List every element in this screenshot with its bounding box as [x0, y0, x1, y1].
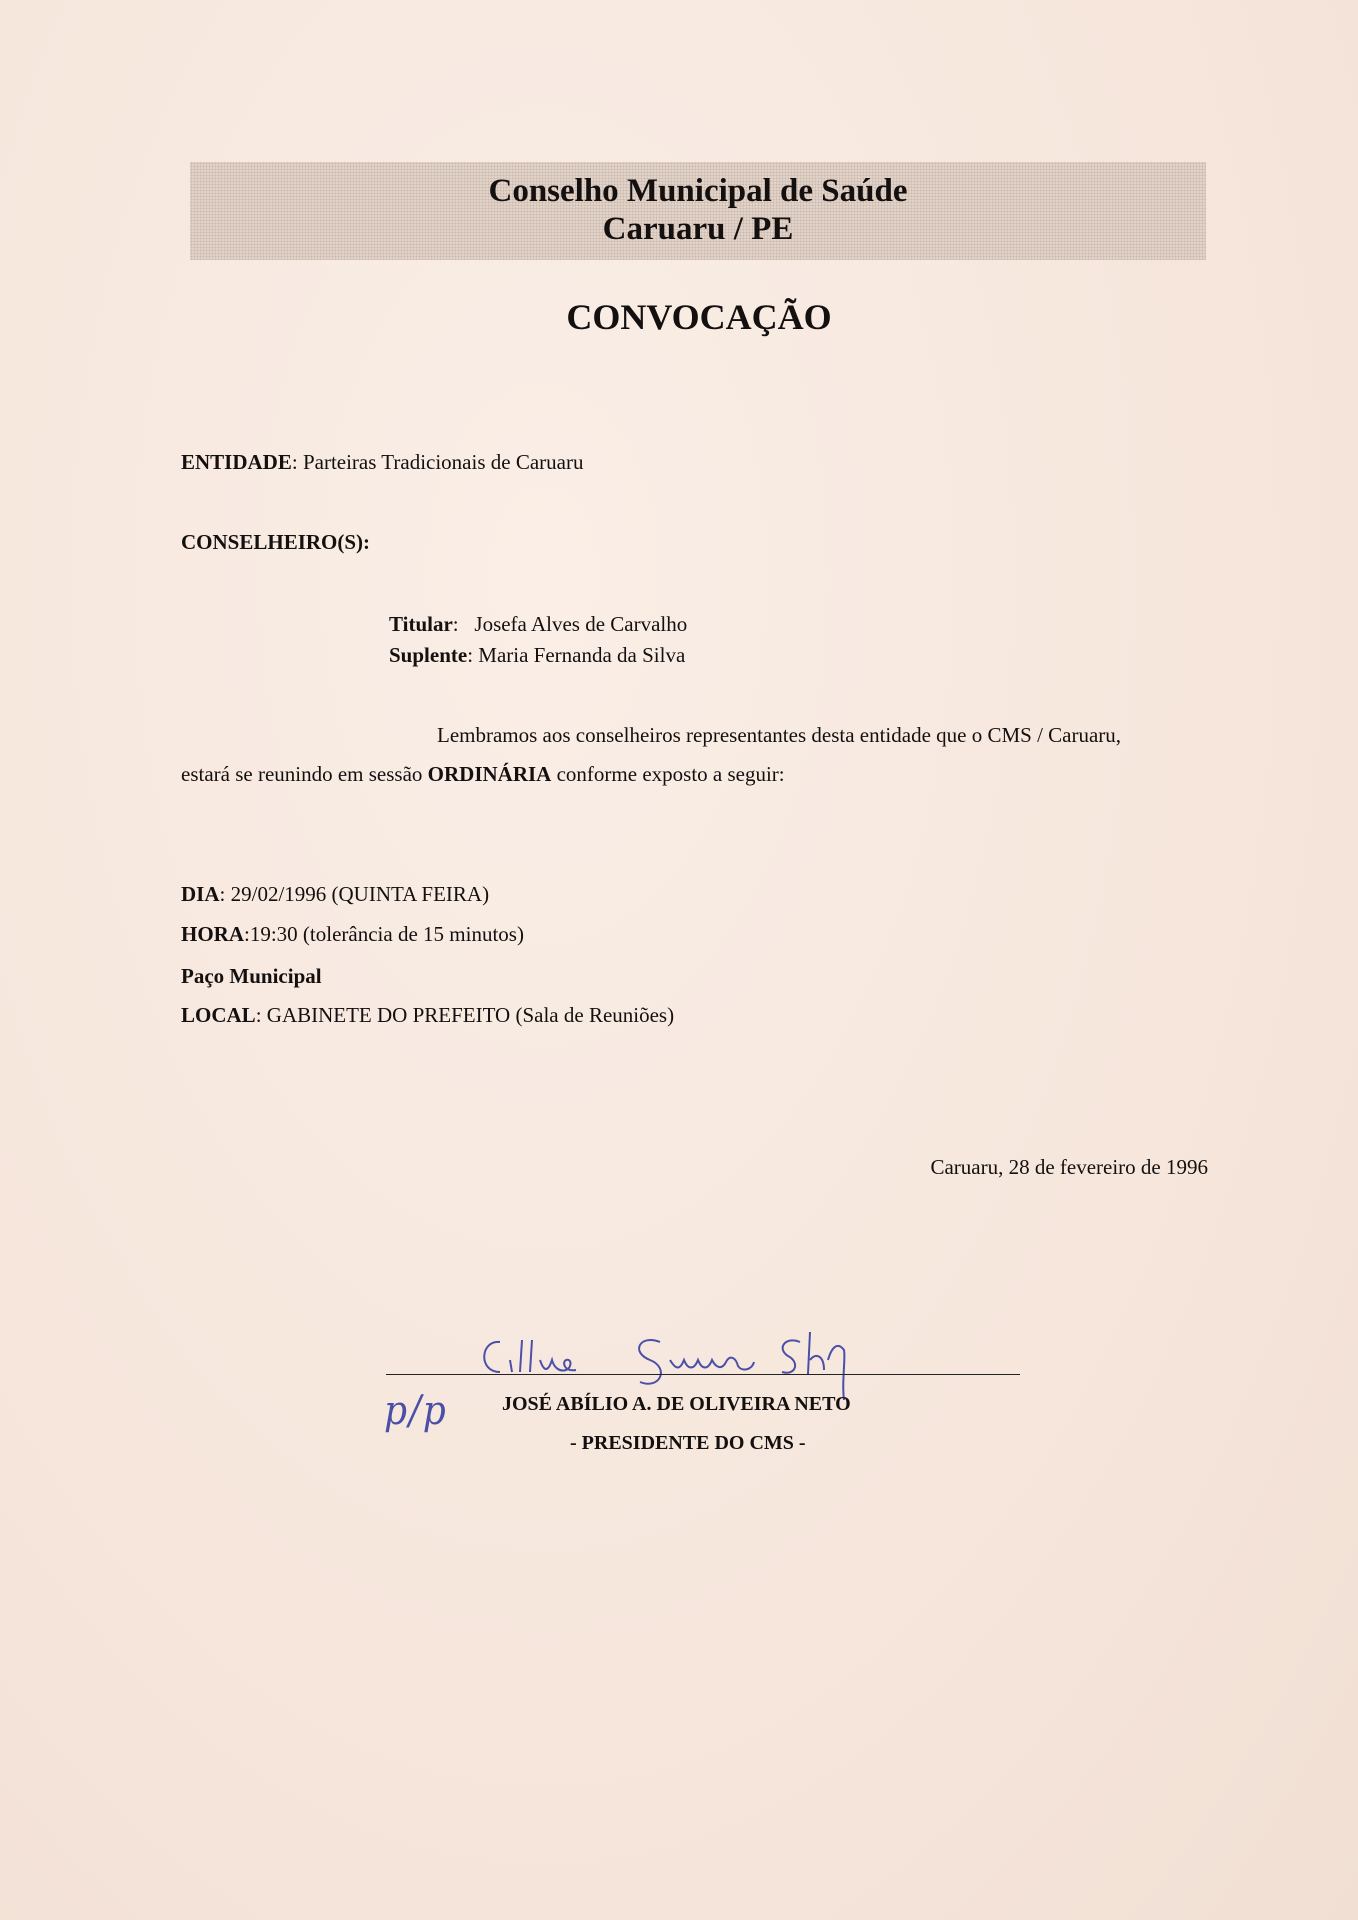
suplente-label: Suplente [389, 643, 468, 667]
body-line-1: Lembramos aos conselheiros representantes desta entidade que o CMS / Caruaru, [437, 723, 1122, 747]
handwritten-signature [470, 1320, 1030, 1400]
local-label: LOCAL [181, 1003, 256, 1027]
entity-value: Parteiras Tradicionais de Caruaru [302, 450, 584, 474]
entity-line: ENTIDADE: Parteiras Tradicionais de Caruaru [181, 450, 584, 474]
body-line-2 [181, 761, 785, 787]
document-title: CONVOCAÇÃO [566, 297, 832, 337]
hour-label: HORA [181, 922, 244, 946]
date-line: Caruaru, 28 de fevereiro de 1996 [930, 1155, 1208, 1179]
signature-line [386, 1374, 1020, 1375]
titular-label: Titular [389, 612, 453, 636]
session-type: ORDINÁRIA [427, 762, 552, 786]
titular-value: Josefa Alves de Carvalho [474, 612, 688, 636]
org-location: Caruaru / PE [602, 211, 794, 247]
hour-value: 19:30 (tolerância de 15 minutos) [249, 922, 524, 946]
local-value: GABINETE DO PREFEITO (Sala de Reuniões) [266, 1003, 675, 1027]
body-line-2-start: estará se reunindo em sessão [181, 762, 428, 786]
body-line-2-end: conforme exposto a seguir: [551, 762, 785, 786]
signatory-name: JOSÉ ABÍLIO A. DE OLIVEIRA NETO [502, 1393, 851, 1415]
suplente-value: Maria Fernanda da Silva [478, 643, 686, 667]
day-value: 29/02/1996 (QUINTA FEIRA) [230, 882, 490, 906]
place-name: Paço Municipal [181, 964, 322, 988]
titular-line: Titular: Josefa Alves de Carvalho [389, 612, 688, 636]
signatory-role: - PRESIDENTE DO CMS - [570, 1432, 806, 1454]
suplente-line: Suplente: Maria Fernanda da Silva [389, 643, 686, 667]
day-line: DIA: 29/02/1996 (QUINTA FEIRA) [181, 882, 490, 906]
org-name: Conselho Municipal de Saúde [488, 173, 908, 209]
hour-line: HORA:19:30 (tolerância de 15 minutos) [181, 922, 524, 946]
per-procuration-mark: p/p [384, 1388, 448, 1434]
councilors-label: CONSELHEIRO(S): [181, 530, 371, 554]
entity-label: ENTIDADE [181, 450, 292, 474]
local-line: LOCAL: GABINETE DO PREFEITO (Sala de Reuniões) [181, 1003, 675, 1027]
day-label: DIA [181, 882, 220, 906]
